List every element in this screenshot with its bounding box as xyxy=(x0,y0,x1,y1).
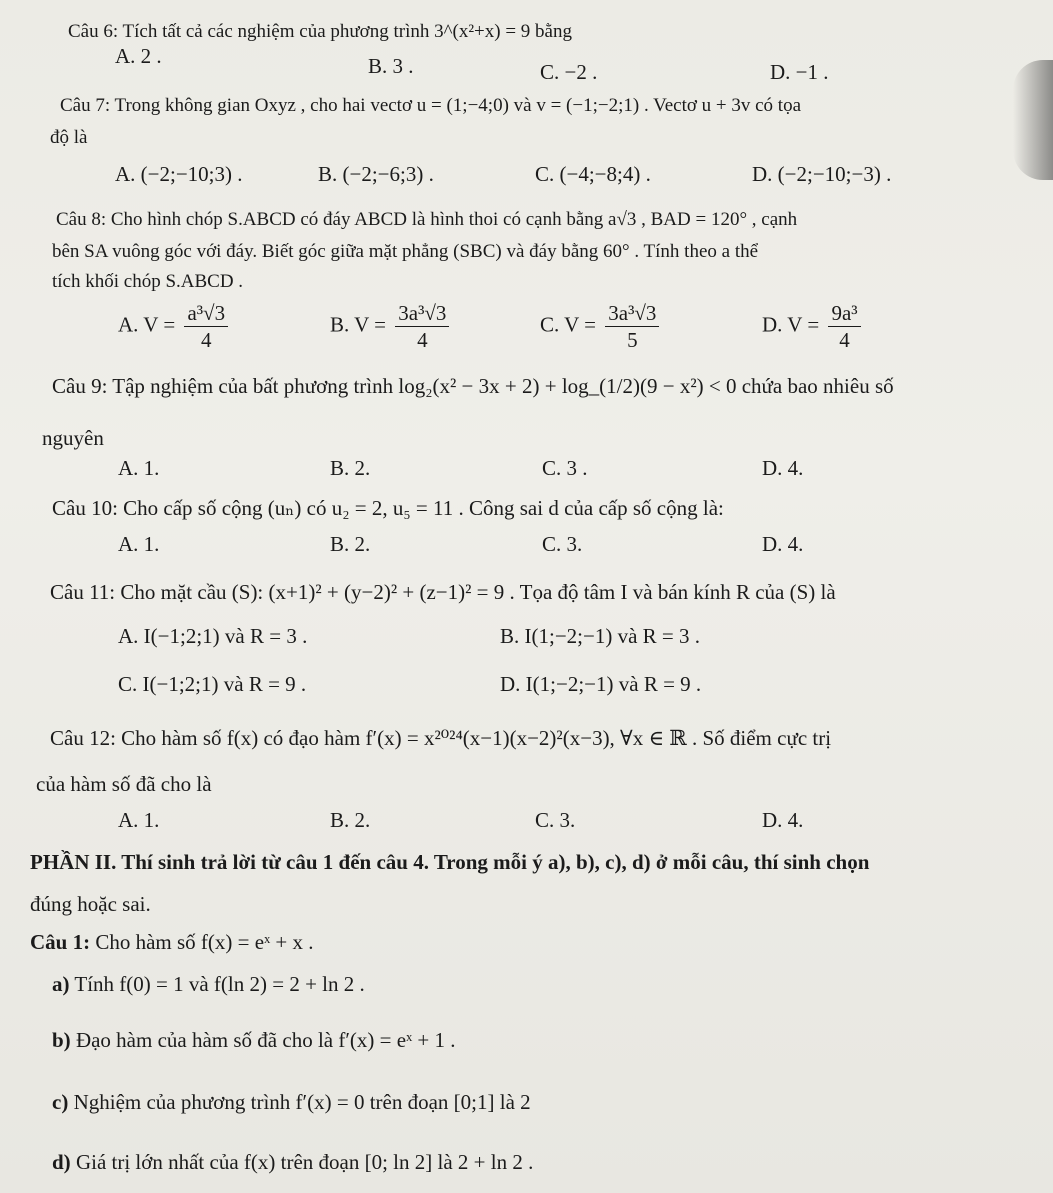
p2q1-stem xyxy=(30,928,314,956)
q9-option-b: B. 2. xyxy=(330,456,371,480)
q9-stem-line2: nguyên xyxy=(42,426,104,450)
q11-stem: Câu 11: Cho mặt cầu (S): (x+1)² + (y−2)² + (z−1)² = 9 . Tọa độ tâm I và bán kính R của (S) là xyxy=(50,580,836,604)
q8-option-c-denominator: 5 xyxy=(627,328,638,352)
p2q1-item-b-text: Đạo hàm của hàm số đã cho là f′(x) = eˣ + 1 . xyxy=(75,1028,456,1052)
p2q1-item-d xyxy=(52,1148,533,1176)
q6-stem: Câu 6: Tích tất cả các nghiệm của phương trình 3^(x²+x) = 9 bằng xyxy=(68,21,572,42)
p2q1-item-a xyxy=(52,970,365,998)
page-shadow xyxy=(1013,60,1053,180)
q7-stem-line1: Câu 7: Trong không gian Oxyz , cho hai vectơ u = (1;−4;0) và v = (−1;−2;1) . Vectơ u + 3v có tọa xyxy=(60,95,802,116)
q6-option-a: A. 2 . xyxy=(115,44,162,68)
q11-option-d: D. I(1;−2;−1) và R = 9 . xyxy=(500,672,702,696)
q8-option-b-lhs: V = xyxy=(354,312,387,337)
q11-option-b: B. I(1;−2;−1) và R = 3 . xyxy=(500,624,701,648)
q6-option-b: B. 3 . xyxy=(368,54,414,78)
q8-option-d-lhs: V = xyxy=(787,312,820,337)
q8-option-a-fraction xyxy=(184,300,228,353)
q8-option-c-lhs: V = xyxy=(564,312,597,337)
q8-option-a xyxy=(118,300,232,353)
q8-option-a-label: A. xyxy=(118,312,139,337)
q8-option-b xyxy=(330,300,453,353)
p2q1-text: Cho hàm số f(x) = eˣ + x . xyxy=(95,930,314,954)
q7-option-c: C. (−4;−8;4) . xyxy=(535,162,651,186)
q8-option-c xyxy=(540,300,663,353)
q8-option-d-numerator: 9a³ xyxy=(828,300,860,327)
p2q1-item-c-label: c) xyxy=(52,1090,69,1114)
q10-option-a: A. 1. xyxy=(118,532,160,556)
q12-option-b: B. 2. xyxy=(330,808,371,832)
p2q1-item-a-label: a) xyxy=(52,972,70,996)
q12-stem-line1: Câu 12: Cho hàm số f(x) có đạo hàm f′(x) = x²⁰²⁴(x−1)(x−2)²(x−3), ∀x ∈ ℝ . Số điểm cực trị xyxy=(50,726,832,750)
q8-option-d xyxy=(762,300,865,353)
part2-instructions-line1: PHẦN II. Thí sinh trả lời từ câu 1 đến câu 4. Trong mỗi ý a), b), c), d) ở mỗi câu, thí sinh chọn xyxy=(30,850,870,874)
q7-option-d: D. (−2;−10;−3) . xyxy=(752,162,892,186)
q10-option-c: C. 3. xyxy=(542,532,583,556)
p2q1-label: Câu 1: xyxy=(30,930,91,954)
q9-stem-line1: Câu 9: Tập nghiệm của bất phương trình log₂(x² − 3x + 2) + log_(1/2)(9 − x²) < 0 chứa bao nhiêu số xyxy=(52,374,894,398)
q8-option-d-denominator: 4 xyxy=(839,328,850,352)
q10-option-b: B. 2. xyxy=(330,532,371,556)
q9-option-c: C. 3 . xyxy=(542,456,588,480)
p2q1-item-b xyxy=(52,1026,456,1054)
q9-option-d: D. 4. xyxy=(762,456,804,480)
p2q1-item-c-text: Nghiệm của phương trình f′(x) = 0 trên đoạn [0;1] là 2 xyxy=(73,1090,531,1114)
q9-option-a: A. 1. xyxy=(118,456,160,480)
q8-option-b-label: B. xyxy=(330,312,350,337)
q8-stem-line1: Câu 8: Cho hình chóp S.ABCD có đáy ABCD là hình thoi có cạnh bằng a√3 , BAD = 120° , cạnh xyxy=(56,209,798,230)
p2q1-item-c xyxy=(52,1088,531,1116)
q12-stem-line2: của hàm số đã cho là xyxy=(36,772,212,796)
p2q1-item-b-label: b) xyxy=(52,1028,71,1052)
q10-option-d: D. 4. xyxy=(762,532,804,556)
q12-option-c: C. 3. xyxy=(535,808,576,832)
q8-stem-line3: tích khối chóp S.ABCD . xyxy=(52,271,244,292)
p2q1-item-a-text: Tính f(0) = 1 và f(ln 2) = 2 + ln 2 . xyxy=(74,972,365,996)
q7-stem-line2: độ là xyxy=(50,127,88,148)
q11-option-c: C. I(−1;2;1) và R = 9 . xyxy=(118,672,307,696)
q12-option-a: A. 1. xyxy=(118,808,160,832)
q12-option-d: D. 4. xyxy=(762,808,804,832)
q8-option-a-denominator: 4 xyxy=(201,328,212,352)
q6-option-c: C. −2 . xyxy=(540,60,598,84)
q10-stem: Câu 10: Cho cấp số cộng (uₙ) có u₂ = 2, u₅ = 11 . Công sai d của cấp số cộng là: xyxy=(52,496,724,520)
q6-option-d: D. −1 . xyxy=(770,60,829,84)
q7-option-b: B. (−2;−6;3) . xyxy=(318,162,434,186)
q8-option-b-fraction xyxy=(395,300,449,353)
q8-option-c-fraction xyxy=(605,300,659,353)
q8-option-b-denominator: 4 xyxy=(417,328,428,352)
q8-option-d-label: D. xyxy=(762,312,783,337)
q11-option-a: A. I(−1;2;1) và R = 3 . xyxy=(118,624,308,648)
p2q1-item-d-label: d) xyxy=(52,1150,71,1174)
q8-option-d-fraction xyxy=(828,300,860,353)
q8-option-b-numerator: 3a³√3 xyxy=(395,300,449,327)
q8-option-a-numerator: a³√3 xyxy=(184,300,228,327)
q8-option-c-label: C. xyxy=(540,312,560,337)
part2-instructions-line2: đúng hoặc sai. xyxy=(30,892,151,916)
q8-option-c-numerator: 3a³√3 xyxy=(605,300,659,327)
q8-option-a-lhs: V = xyxy=(143,312,176,337)
p2q1-item-d-text: Giá trị lớn nhất của f(x) trên đoạn [0; ln 2] là 2 + ln 2 . xyxy=(75,1150,534,1174)
q7-option-a: A. (−2;−10;3) . xyxy=(115,162,243,186)
q8-stem-line2: bên SA vuông góc với đáy. Biết góc giữa mặt phẳng (SBC) và đáy bằng 60° . Tính theo a thể xyxy=(52,241,759,262)
